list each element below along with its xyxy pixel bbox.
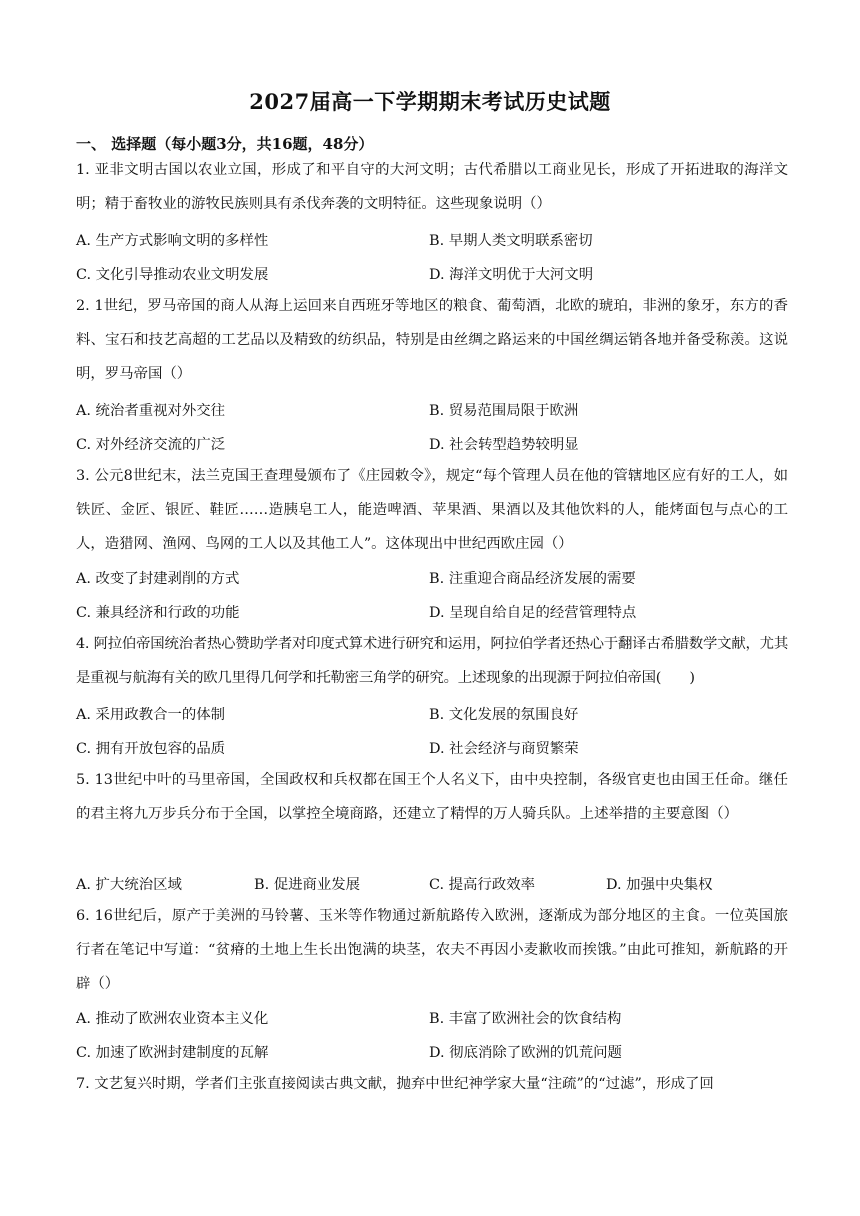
question-4-stem: 4. 阿拉伯帝国统治者热心赞助学者对印度式算术进行研究和运用，阿拉伯学者还热心于翻译古希腊数学文献，尤其是重视与航海有关的欧几里得几何学和托勒密三角学的研究。上述现象的出现源于阿拉伯帝国( ) xyxy=(76,636,788,686)
question-5-option-d: D. 加强中央集权 xyxy=(606,877,713,893)
question-1-option-b: B. 早期人类文明联系密切 xyxy=(429,233,593,249)
question-5-option-c: C. 提高行政效率 xyxy=(429,877,535,893)
question-3-option-a: A. 改变了封建剥削的方式 xyxy=(76,571,240,587)
question-3-stem: 3. 公元8世纪末，法兰克国王查理曼颁布了《庄园敕令》，规定“每个管理人员在他的管辖地区应有好的工人，如铁匠、金匠、银匠、鞋匠……造胰皂工人，能造啤酒、苹果酒、果酒以及其他饮料的人，能烤面包与点心的工人，造猎网、渔网、鸟网的工人以及其他工人”。这体现出中世纪西欧庄园（） xyxy=(76,468,788,552)
question-6-stem: 6. 16世纪后，原产于美洲的马铃薯、玉米等作物通过新航路传入欧洲，逐渐成为部分地区的主食。一位英国旅行者在笔记中写道：“贫瘠的土地上生长出饱满的块茎，农夫不再因小麦歉收而挨饿。”由此可推知，新航路的开辟（） xyxy=(76,908,788,992)
question-2-option-d: D. 社会转型趋势较明显 xyxy=(429,437,579,453)
question-1-stem: 1. 亚非文明古国以农业立国，形成了和平自守的大河文明；古代希腊以工商业见长，形成了开拓进取的海洋文明；精于畜牧业的游牧民族则具有杀伐奔袭的文明特征。这些现象说明（） xyxy=(76,162,788,212)
question-6-option-a: A. 推动了欧洲农业资本主义化 xyxy=(76,1011,269,1027)
question-2-stem: 2. 1世纪，罗马帝国的商人从海上运回来自西班牙等地区的粮食、葡萄酒，北欧的琥珀，非洲的象牙，东方的香料、宝石和技艺高超的工艺品以及精致的纺织品，特别是由丝绸之路运来的中国丝绸运销各地并备受称羡。这说明，罗马帝国（） xyxy=(76,298,788,382)
question-3-option-d: D. 呈现自给自足的经营管理特点 xyxy=(429,605,637,621)
question-4-option-c: C. 拥有开放包容的品质 xyxy=(76,741,226,757)
question-6-option-d: D. 彻底消除了欧洲的饥荒问题 xyxy=(429,1045,622,1061)
question-6-option-c: C. 加速了欧洲封建制度的瓦解 xyxy=(76,1045,269,1061)
question-1-option-d: D. 海洋文明优于大河文明 xyxy=(429,267,594,283)
question-3-option-b: B. 注重迎合商品经济发展的需要 xyxy=(429,571,636,587)
exam-title: 2027届高一下学期期末考试历史试题 xyxy=(249,89,611,114)
question-6-option-b: B. 丰富了欧洲社会的饮食结构 xyxy=(429,1011,622,1027)
question-2-option-b: B. 贸易范围局限于欧洲 xyxy=(429,403,579,419)
question-2-option-c: C. 对外经济交流的广泛 xyxy=(76,437,226,453)
question-5-stem: 5. 13世纪中叶的马里帝国，全国政权和兵权都在国王个人名义下，由中央控制，各级官吏也由国王任命。继任的君主将九万步兵分布于全国，以掌控全境商路，还建立了精悍的万人骑兵队。上述举措的主要意图（） xyxy=(76,772,788,822)
question-3-option-c: C. 兼具经济和行政的功能 xyxy=(76,605,240,621)
question-1-option-c: C. 文化引导推动农业文明发展 xyxy=(76,267,269,283)
question-2-option-a: A. 统治者重视对外交往 xyxy=(76,403,226,419)
question-5-option-a: A. 扩大统治区域 xyxy=(76,877,182,893)
question-5-option-b: B. 促进商业发展 xyxy=(254,877,361,893)
question-1-option-a: A. 生产方式影响文明的多样性 xyxy=(76,233,269,249)
section-heading: 一、 选择题（每小题3分，共16题，48分） xyxy=(76,135,374,153)
question-7-stem: 7. 文艺复兴时期，学者们主张直接阅读古典文献，抛弃中世纪神学家大量“注疏”的“过滤”，形成了回 xyxy=(76,1076,714,1092)
question-4-option-d: D. 社会经济与商贸繁荣 xyxy=(429,741,579,757)
question-4-option-b: B. 文化发展的氛围良好 xyxy=(429,707,579,723)
question-4-option-a: A. 采用政教合一的体制 xyxy=(76,707,226,723)
